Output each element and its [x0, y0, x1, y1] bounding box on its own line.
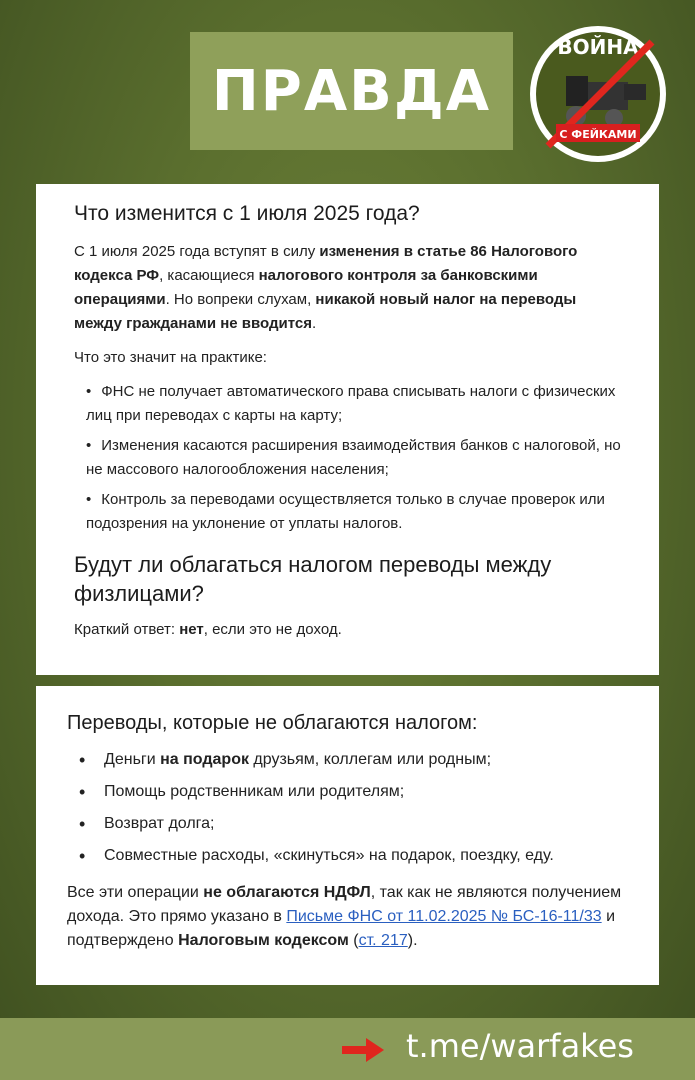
info-card-1 — [36, 184, 659, 675]
badge-text: ПРАВДА — [211, 58, 492, 124]
card1-title2: Будут ли облагаться налогом переводы между физлицами? — [74, 552, 552, 606]
list-item: • Деньги на подарок друзьям, коллегам или родным; — [104, 749, 629, 771]
card2-title: Переводы, которые не облагаются налогом: — [67, 712, 478, 734]
intro-seg-5: никакой новый налог на переводы между гражданами не вводится — [74, 291, 577, 332]
channel-link[interactable]: t.me/warfakes — [406, 1027, 634, 1065]
card1-intro — [74, 240, 623, 336]
pravda-badge — [190, 32, 513, 150]
intro-seg-4: . Но вопреки слухам, — [165, 291, 316, 308]
intro-seg-0: С 1 июля 2025 года вступят в силу — [74, 243, 320, 260]
fns-letter-link[interactable]: Письме ФНС от 11.02.2025 № БС-16-11/33 — [286, 908, 602, 925]
practice-label: Что это значит на практике: — [74, 349, 267, 366]
war-on-fakes-logo — [528, 24, 668, 164]
list-item: • Контроль за переводами осуществляется только в случае проверок или подозрения на уклонение от уплаты налогов. — [86, 491, 605, 532]
card2-paragraph: Все эти операции не облагаются НДФЛ, так как не являются получением дохода. Это прямо указано в Письме ФНС от 11.02.2025 № БС-16-11/33 и подтверждено Налоговым кодексом (ст. 217). — [67, 884, 622, 949]
card1-bullet-list — [74, 380, 623, 536]
logo-bottom-text: С ФЕЙКАМИ — [559, 128, 637, 141]
list-item: • Помощь родственникам или родителям; — [104, 781, 629, 803]
logo-top-text: ВОЙНА — [557, 35, 639, 59]
card1-title: Что изменится с 1 июля 2025 года? — [74, 202, 420, 225]
list-item: • Возврат долга; — [104, 813, 629, 835]
card2-bullet-list — [67, 749, 629, 867]
article-217-link[interactable]: ст. 217 — [358, 932, 408, 949]
list-item: • Изменения касаются расширения взаимодействия банков с налоговой, но не массового налогообложения населения; — [86, 437, 621, 478]
intro-seg-2: , касающиеся — [159, 267, 259, 284]
intro-seg-1: изменения в статье 86 Налогового кодекса РФ — [74, 243, 578, 284]
list-item: • Совместные расходы, «скинуться» на подарок, поездку, еду. — [104, 845, 629, 867]
info-card-2 — [36, 686, 659, 985]
intro-seg-6: . — [312, 315, 317, 332]
short-answer: Краткий ответ: нет, если это не доход. — [74, 621, 342, 638]
intro-seg-3: налогового контроля за банковскими операциями — [74, 267, 538, 308]
list-item: • ФНС не получает автоматического права списывать налоги с физических лиц при переводах с карты на карту; — [86, 383, 616, 424]
arrow-right-icon — [340, 1037, 386, 1063]
